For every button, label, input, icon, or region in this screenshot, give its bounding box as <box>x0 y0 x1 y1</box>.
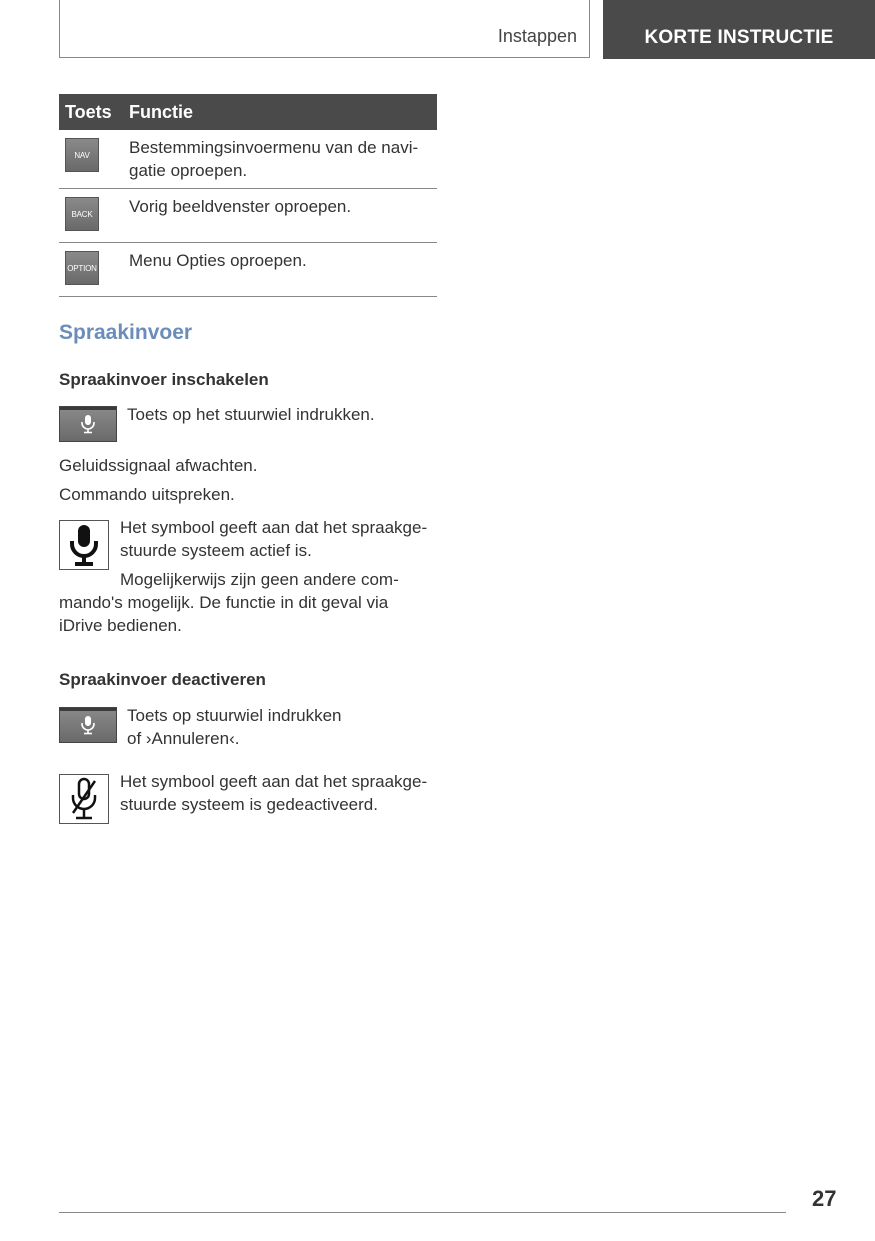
header-section: Instappen <box>497 26 577 46</box>
table-row <box>59 130 437 189</box>
table-row <box>59 243 437 297</box>
header-chapter-tab <box>603 0 875 59</box>
function-table <box>59 94 437 297</box>
voice-deactivate-title: Spraakinvoer deactiveren <box>59 670 266 689</box>
table-cell-key <box>59 130 123 189</box>
table-cell-function <box>123 130 437 189</box>
table-col-key: Toets <box>59 94 123 130</box>
deactivate-button-text-1: Toets op stuurwiel indrukken <box>127 706 342 725</box>
microphone-button-icon-2 <box>59 707 117 743</box>
table-cell-key <box>59 189 123 243</box>
back-key-icon <box>65 197 99 231</box>
note-text-1: Mogelijkerwijs zijn geen andere com- <box>120 570 399 589</box>
back-key-label: BACK <box>71 209 93 219</box>
activate-button-text: Toets op het stuurwiel indrukken. <box>127 405 375 424</box>
nav-key-icon <box>65 138 99 172</box>
footer-divider <box>59 1212 786 1213</box>
activate-step-2: Commando uitspreken. <box>59 485 235 504</box>
function-text-line: Menu Opties oproepen. <box>129 251 307 270</box>
activate-step-1: Geluidssignaal afwachten. <box>59 456 258 475</box>
table-header-row <box>59 94 437 130</box>
table-cell-key <box>59 243 123 297</box>
table-row <box>59 189 437 243</box>
microphone-off-icon <box>67 777 101 821</box>
page-number: 27 <box>812 1186 837 1211</box>
microphone-off-symbol <box>59 774 109 824</box>
active-symbol-text-2: stuurde systeem actief is. <box>120 541 312 560</box>
header-chapter: KORTE INSTRUCTIE <box>644 27 834 48</box>
microphone-active-symbol <box>59 520 109 570</box>
table-cell-function <box>123 189 437 243</box>
function-text-line: Vorig beeldvenster oproepen. <box>129 197 352 216</box>
microphone-icon <box>79 414 97 434</box>
table-col-function: Functie <box>123 94 437 130</box>
function-text-line: gatie oproepen. <box>129 161 248 180</box>
deactivate-button-text-2: of ›Annuleren‹. <box>127 729 240 748</box>
voice-activate-title: Spraakinvoer inschakelen <box>59 370 269 389</box>
microphone-icon <box>79 715 97 735</box>
note-text-3: iDrive bedienen. <box>59 616 182 635</box>
function-text-line: Bestemmingsinvoermenu van de navi- <box>129 138 419 157</box>
microphone-button-icon <box>59 406 117 442</box>
active-symbol-text-1: Het symbool geeft aan dat het spraakge- <box>120 518 428 537</box>
option-key-label: OPTION <box>67 263 97 273</box>
option-key-icon <box>65 251 99 285</box>
off-symbol-text-2: stuurde systeem is gedeactiveerd. <box>120 795 378 814</box>
nav-key-label: NAV <box>74 150 90 160</box>
microphone-active-icon <box>67 523 101 567</box>
voice-section-title: Spraakinvoer <box>59 321 193 344</box>
note-text-2: mando's mogelijk. De functie in dit geval via <box>59 593 389 612</box>
header-box <box>59 0 590 58</box>
off-symbol-text-1: Het symbool geeft aan dat het spraakge- <box>120 772 428 791</box>
table-cell-function <box>123 243 437 297</box>
